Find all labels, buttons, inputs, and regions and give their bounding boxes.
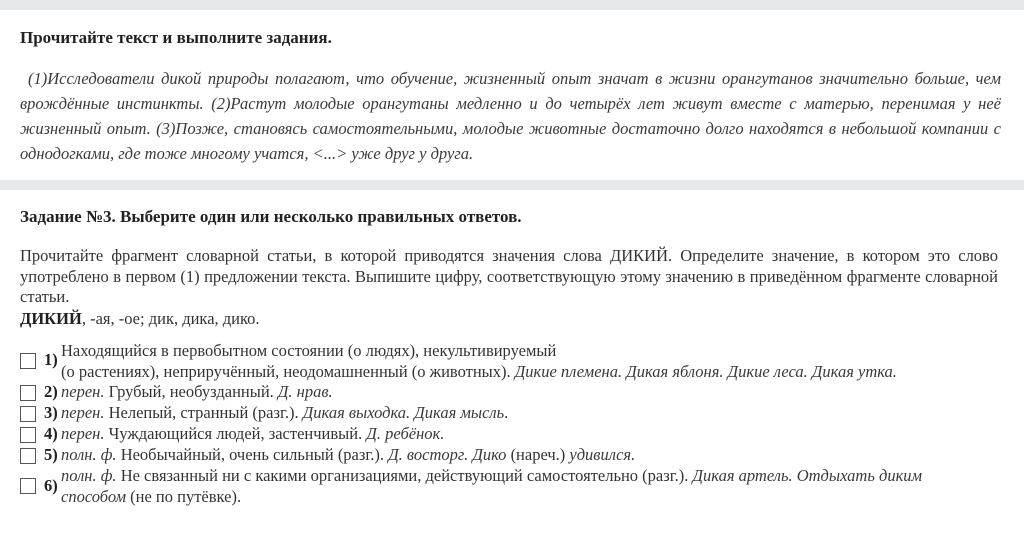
answer-checkbox-4[interactable] xyxy=(20,427,36,443)
passage-text: (1)Исследователи дикой природы полагают, что обучение, жизненный опыт значат в жизни орангутанов значительно больше, чем врождённые инстинкты. (2)Растут молодые орангутаны медленно и до четырёх лет живут вместе с матерью, перенимая у неё жизненный опыт. (3)Позже, становясь самостоятельными, молодые животные достаточно долго находятся в небольшой компании с однодогками, где тоже многому учатся, <...> уже друг у друга. xyxy=(20,69,1001,163)
section-separator xyxy=(0,180,1024,190)
dictionary-headword-line xyxy=(20,309,260,329)
option-text xyxy=(61,466,922,507)
headword: ДИКИЙ xyxy=(20,309,82,328)
option-plain: Грубый, необузданный. xyxy=(104,382,278,401)
option-example: Д. ребёнок. xyxy=(366,424,445,443)
option-tail: . xyxy=(504,403,509,422)
option-text xyxy=(61,445,635,466)
option-middle: (нареч.) xyxy=(506,445,570,464)
option-example-2: способом xyxy=(61,486,127,506)
answer-checkbox-2[interactable] xyxy=(20,385,36,401)
answer-option-5[interactable] xyxy=(20,445,635,466)
answer-option-1[interactable] xyxy=(20,341,897,382)
option-mark: перен. xyxy=(61,403,105,422)
option-plain: (о растениях), неприручённый, неодомашненный (о животных). xyxy=(61,361,515,381)
option-example: Дикая артель. Отдыхать диким xyxy=(692,466,923,485)
option-line1 xyxy=(61,466,922,487)
question-instruction: Прочитайте фрагмент словарной статьи, в которой приводятся значения слова ДИКИЙ. Определите значение, в котором это слово употреблено в первом (1) предложении текста. Выпишите цифру, соответствующую этому значению в приведённом фрагменте словарной статьи. xyxy=(20,246,998,306)
option-mark: полн. ф. xyxy=(61,445,117,464)
answer-option-3[interactable] xyxy=(20,403,508,424)
option-number: 3) xyxy=(44,403,58,422)
option-example: Дикая выходка. Дикая мысль xyxy=(302,403,505,422)
answer-option-4[interactable] xyxy=(20,424,444,445)
option-plain: Чуждающийся людей, застенчивый. xyxy=(104,424,367,443)
answer-checkbox-5[interactable] xyxy=(20,448,36,464)
option-line2 xyxy=(61,362,897,383)
option-text xyxy=(61,403,508,424)
option-line1: Находящийся в первобытном состоянии (о людях), некультивируемый xyxy=(61,341,557,360)
option-mark: полн. ф. xyxy=(61,466,117,485)
option-mark: перен. xyxy=(61,424,105,443)
option-number: 6) xyxy=(44,476,58,495)
option-mark: перен. xyxy=(61,382,105,401)
reading-passage xyxy=(20,66,1001,166)
option-line2 xyxy=(61,487,922,508)
answer-checkbox-3[interactable] xyxy=(20,406,36,422)
answer-checkbox-1[interactable] xyxy=(20,353,36,369)
option-text xyxy=(61,424,444,445)
option-number: 4) xyxy=(44,424,58,443)
top-separator xyxy=(0,0,1024,10)
option-number: 1) xyxy=(44,350,58,369)
answer-option-2[interactable] xyxy=(20,382,333,403)
answer-option-6[interactable] xyxy=(20,466,922,507)
option-number: 2) xyxy=(44,382,58,401)
option-plain: Нелепый, странный (разг.). xyxy=(104,403,303,422)
answer-checkbox-6[interactable] xyxy=(20,478,36,494)
option-example: Д. восторг. Дико xyxy=(388,445,507,464)
option-text xyxy=(61,341,897,382)
headword-forms: , -ая, -ое; дик, дика, дико. xyxy=(81,309,260,328)
question-title: Задание №3. Выберите один или несколько правильных ответов. xyxy=(20,207,522,226)
option-example: Дикие племена. Дикая яблоня. Дикие леса. Дикая утка. xyxy=(514,361,897,381)
option-number: 5) xyxy=(44,445,58,464)
option-plain-2: (не по путёвке). xyxy=(126,486,242,506)
option-example: Д. нрав. xyxy=(277,382,333,401)
option-plain: Не связанный ни с какими организациями, действующий самостоятельно (разг.). xyxy=(116,466,693,485)
task-header: Прочитайте текст и выполните задания. xyxy=(20,28,332,47)
option-text xyxy=(61,382,333,403)
option-example-2: удивился. xyxy=(569,445,636,464)
option-plain: Необычайный, очень сильный (разг.). xyxy=(116,445,389,464)
